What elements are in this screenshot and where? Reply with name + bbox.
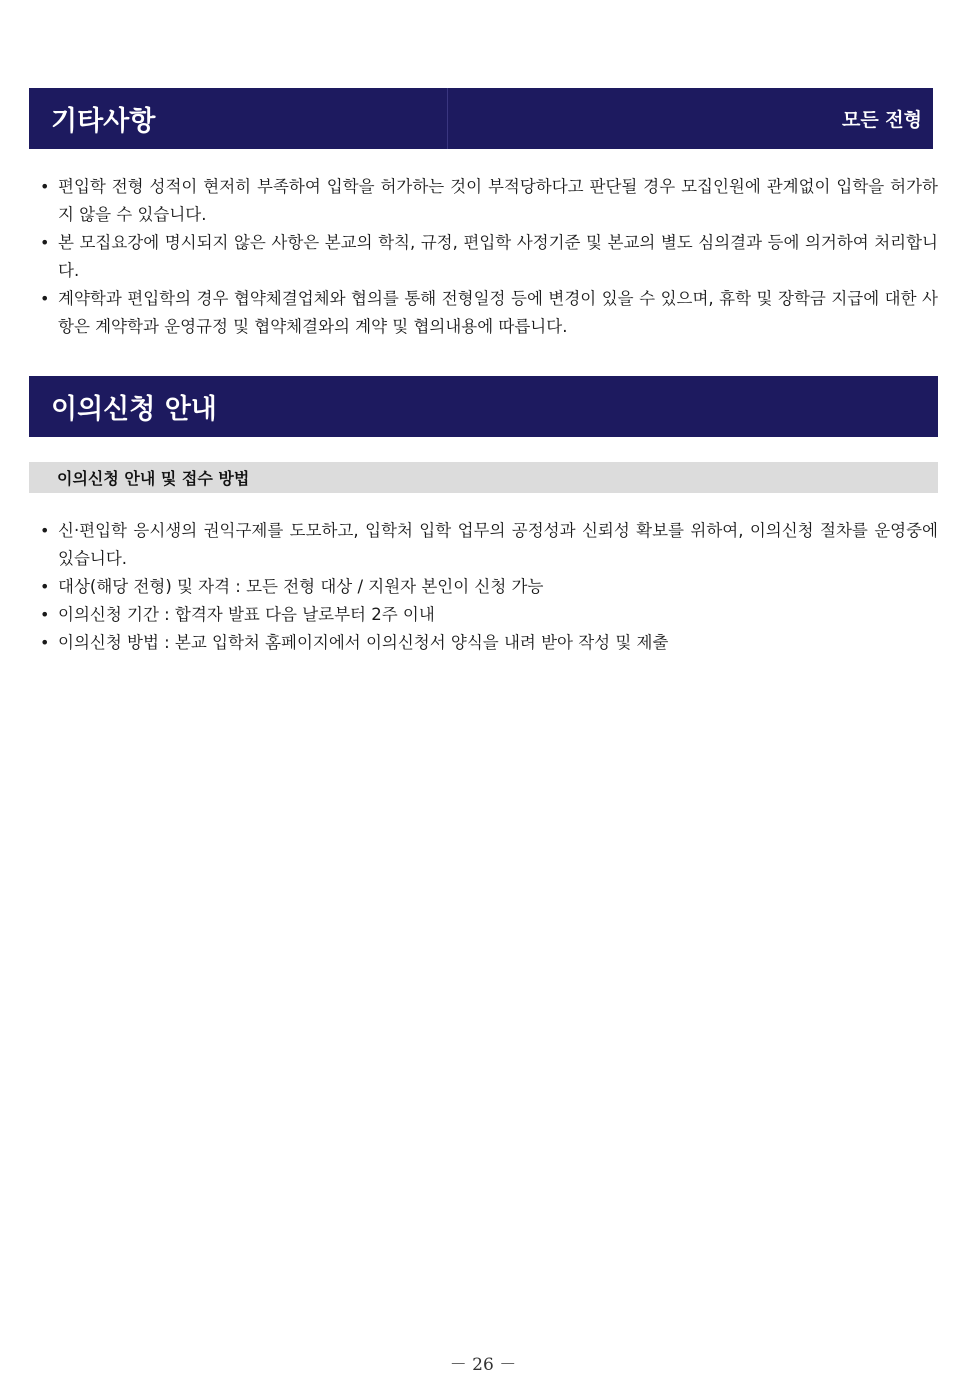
bullet-icon: • xyxy=(40,521,50,540)
bullet-icon: • xyxy=(40,633,50,652)
section-banner-appeal xyxy=(29,376,938,437)
bullet-icon: • xyxy=(40,577,50,596)
list-item: • 이의신청 기간 : 합격자 발표 다음 날로부터 2주 이내 xyxy=(36,601,938,629)
section-title: 기타사항 xyxy=(51,106,156,137)
banner-divider xyxy=(447,88,448,149)
bullet-icon: • xyxy=(40,233,50,252)
list-item: • 본 모집요강에 명시되지 않은 사항은 본교의 학칙, 규정, 편입학 사정기준 및 본교의 별도 심의결과 등에 의거하여 처리합니다. xyxy=(36,229,938,285)
section-title: 이의신청 안내 xyxy=(51,394,217,425)
section-tag: 모든 전형 xyxy=(841,109,922,131)
list-item: • 편입학 전형 성적이 현저히 부족하여 입학을 허가하는 것이 부적당하다고 판단될 경우 모집인원에 관계없이 입학을 허가하지 않을 수 있습니다. xyxy=(36,173,938,229)
list-item: • 이의신청 방법 : 본교 입학처 홈페이지에서 이의신청서 양식을 내려 받아 작성 및 제출 xyxy=(36,629,938,657)
subsection-header: 이의신청 안내 및 접수 방법 xyxy=(29,462,938,493)
misc-list xyxy=(36,173,938,341)
bullet-icon: • xyxy=(40,605,50,624)
page-number: － 26 － xyxy=(449,1355,517,1375)
section-banner-misc xyxy=(29,88,933,149)
list-item: • 대상(해당 전형) 및 자격 : 모든 전형 대상 / 지원자 본인이 신청 가능 xyxy=(36,573,938,601)
list-item: • 신·편입학 응시생의 권익구제를 도모하고, 입학처 입학 업무의 공정성과 신뢰성 확보를 위하여, 이의신청 절차를 운영중에 있습니다. xyxy=(36,517,938,573)
appeal-list xyxy=(36,517,938,657)
list-item: • 계약학과 편입학의 경우 협약체결업체와 협의를 통해 전형일정 등에 변경이 있을 수 있으며, 휴학 및 장학금 지급에 대한 사항은 계약학과 운영규정 및 협약체결와의 계약 및 협의내용에 따릅니다. xyxy=(36,285,938,341)
bullet-icon: • xyxy=(40,177,50,196)
bullet-icon: • xyxy=(40,289,50,308)
